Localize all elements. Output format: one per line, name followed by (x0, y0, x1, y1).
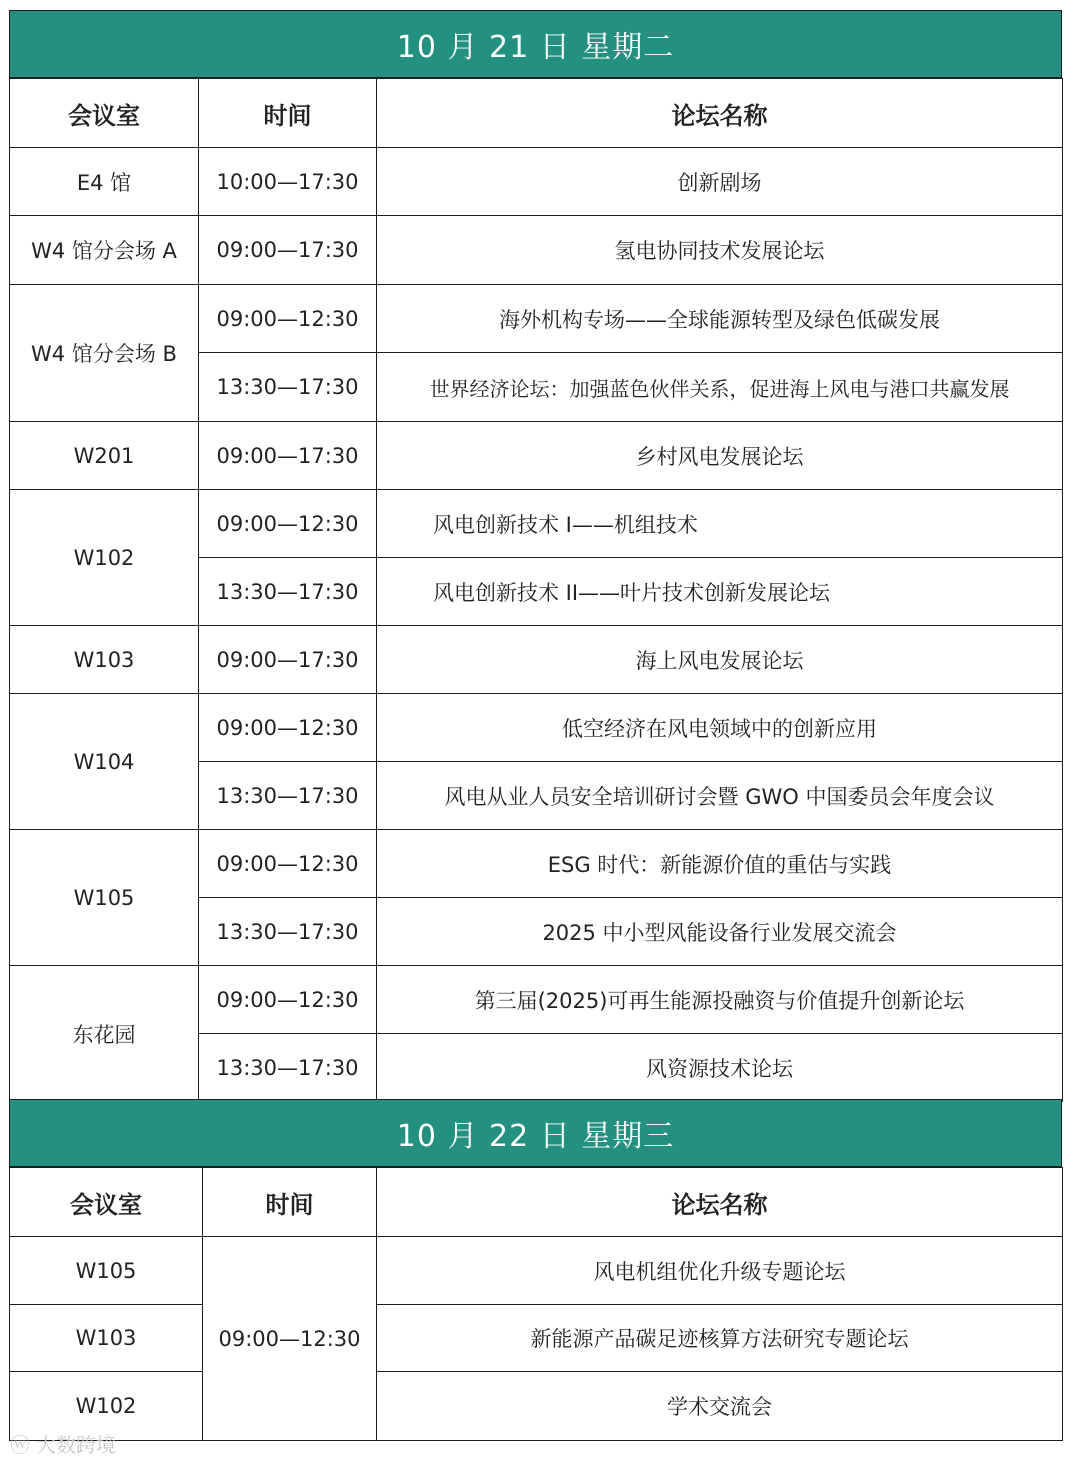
header-forum: 论坛名称 (377, 1168, 1063, 1237)
table-row (10, 216, 1063, 285)
room-cell: 东花园 (10, 966, 199, 1102)
table-header-row (10, 79, 1063, 148)
forum-cell: 风电从业人员安全培训研讨会暨 GWO 中国委员会年度会议 (377, 762, 1063, 830)
table-row (10, 422, 1063, 490)
room-cell: W201 (10, 422, 199, 490)
forum-cell: 风电创新技术 I——机组技术 (377, 490, 1063, 558)
room-cell: W4 馆分会场 B (10, 285, 199, 422)
table-row (10, 694, 1063, 762)
table-row (10, 1305, 1063, 1372)
table-row (10, 1372, 1063, 1441)
forum-cell: 乡村风电发展论坛 (377, 422, 1063, 490)
time-cell: 09:00—17:30 (199, 422, 377, 490)
table-row (10, 148, 1063, 216)
room-cell: W102 (10, 1372, 203, 1441)
time-cell: 09:00—12:30 (203, 1237, 377, 1441)
time-cell: 09:00—12:30 (199, 694, 377, 762)
forum-cell: ESG 时代：新能源价值的重估与实践 (377, 830, 1063, 898)
time-cell: 09:00—12:30 (199, 490, 377, 558)
forum-cell: 氢电协同技术发展论坛 (377, 216, 1063, 285)
table-header-row (10, 1168, 1063, 1237)
forum-cell: 新能源产品碳足迹核算方法研究专题论坛 (377, 1305, 1063, 1372)
time-cell: 13:30—17:30 (199, 558, 377, 626)
header-time: 时间 (203, 1168, 377, 1237)
table-row (10, 830, 1063, 898)
room-cell: W103 (10, 626, 199, 694)
forum-cell: 学术交流会 (377, 1372, 1063, 1441)
forum-cell: 海外机构专场——全球能源转型及绿色低碳发展 (377, 285, 1063, 353)
room-cell: W103 (10, 1305, 203, 1372)
room-cell: W105 (10, 830, 199, 966)
time-cell: 09:00—17:30 (199, 626, 377, 694)
room-cell: W105 (10, 1237, 203, 1305)
forum-cell: 海上风电发展论坛 (377, 626, 1063, 694)
room-cell: W4 馆分会场 A (10, 216, 199, 285)
forum-cell: 低空经济在风电领域中的创新应用 (377, 694, 1063, 762)
forum-cell: 创新剧场 (377, 148, 1063, 216)
time-cell: 13:30—17:30 (199, 762, 377, 830)
forum-cell: 第三届(2025)可再生能源投融资与价值提升创新论坛 (377, 966, 1063, 1034)
forum-cell: 世界经济论坛：加强蓝色伙伴关系，促进海上风电与港口共赢发展 (377, 353, 1063, 422)
header-room: 会议室 (10, 79, 199, 148)
time-cell: 09:00—17:30 (199, 216, 377, 285)
day-header-oct-21: 10 月 21 日 星期二 (9, 10, 1062, 78)
time-cell: 09:00—12:30 (199, 966, 377, 1034)
table-row (10, 490, 1063, 558)
day-header-oct-22: 10 月 22 日 星期三 (9, 1099, 1062, 1167)
forum-cell: 风电创新技术 II——叶片技术创新发展论坛 (377, 558, 1063, 626)
schedule-table-oct-22 (9, 1167, 1063, 1441)
time-cell: 09:00—12:30 (199, 830, 377, 898)
forum-cell: 风资源技术论坛 (377, 1034, 1063, 1102)
watermark (10, 1429, 116, 1458)
header-time: 时间 (199, 79, 377, 148)
forum-cell: 2025 中小型风能设备行业发展交流会 (377, 898, 1063, 966)
header-forum: 论坛名称 (377, 79, 1063, 148)
table-row (10, 285, 1063, 353)
header-room: 会议室 (10, 1168, 203, 1237)
time-cell: 13:30—17:30 (199, 353, 377, 422)
weibo-logo-icon: ⓦ (10, 1433, 30, 1457)
time-cell: 13:30—17:30 (199, 1034, 377, 1102)
table-row (10, 966, 1063, 1034)
room-cell: W104 (10, 694, 199, 830)
table-row (10, 626, 1063, 694)
table-row (10, 1237, 1063, 1305)
room-cell: W102 (10, 490, 199, 626)
time-cell: 09:00—12:30 (199, 285, 377, 353)
time-cell: 13:30—17:30 (199, 898, 377, 966)
watermark-text: 大数跨境 (36, 1433, 116, 1457)
time-cell: 10:00—17:30 (199, 148, 377, 216)
forum-cell: 风电机组优化升级专题论坛 (377, 1237, 1063, 1305)
room-cell: E4 馆 (10, 148, 199, 216)
schedule-table-oct-21 (9, 78, 1063, 1102)
